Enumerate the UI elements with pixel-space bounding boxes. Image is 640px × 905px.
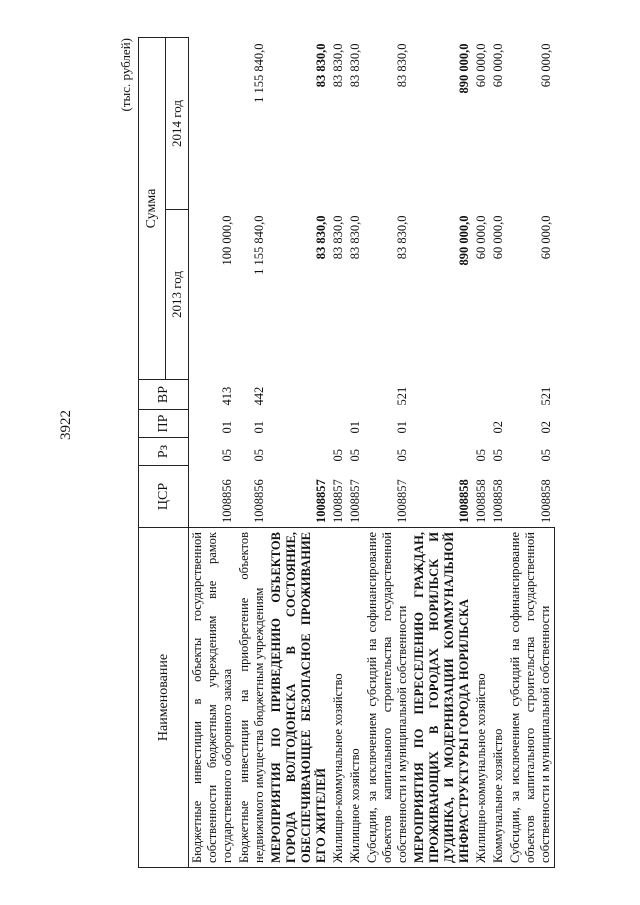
cell-rz <box>268 438 330 466</box>
table-row <box>507 38 555 868</box>
cell-name: МЕРОПРИЯТИЯ ПО ПЕРЕСЕЛЕНИЮ ГРАЖДАН, ПРОЖИВАЮЩИХ В ГОРОДАХ НОРИЛЬСК И ДУДИНКА, И МОДЕРНИЗАЦИИ КОММУНАЛЬНОЙ ИНФРАСТРУКТУРЫ ГОРОДА НОРИЛЬСКА <box>411 528 473 868</box>
cell-csr: 1008857 <box>395 479 409 523</box>
table-row <box>347 38 364 868</box>
cell-sum-2014: 83 830,0 <box>331 43 345 88</box>
table-row <box>473 38 490 868</box>
cell-sum-2014: 83 830,0 <box>348 43 362 88</box>
cell-name: Коммунальное хозяйство <box>490 528 507 868</box>
cell-vr <box>473 380 490 410</box>
cell-sum-2013: 83 830,0 <box>331 215 345 260</box>
cell-rz <box>411 438 473 466</box>
cell-vr <box>347 380 364 410</box>
cell-name: Субсидии, за исключением субсидий на софинансирование объектов капитального строительства государственной собственности и муниципальной собственности <box>507 528 555 868</box>
cell-pr <box>330 410 347 438</box>
cell-csr: 1008856 <box>252 479 266 523</box>
cell-sum-2013: 60 000,0 <box>491 215 505 260</box>
cell-csr: 1008858 <box>491 479 505 523</box>
cell-vr: 521 <box>395 386 409 406</box>
cell-csr: 1008856 <box>220 479 234 523</box>
cell-sum-2014: 60 000,0 <box>538 43 553 88</box>
budget-table-sheet <box>118 38 553 868</box>
header-sum: Сумма <box>139 38 166 380</box>
table-header <box>139 38 189 868</box>
header-csr: ЦСР <box>139 466 189 528</box>
cell-sum-2014: 83 830,0 <box>395 43 409 88</box>
table-row <box>236 38 268 868</box>
cell-sum-2013: 60 000,0 <box>474 215 488 260</box>
cell-csr: 1008857 <box>314 479 328 523</box>
cell-vr <box>411 380 473 410</box>
cell-pr <box>411 410 473 438</box>
cell-pr: 01 <box>252 421 266 434</box>
page-number: 3922 <box>58 410 74 440</box>
cell-rz: 05 <box>395 449 409 462</box>
cell-rz: 05 <box>252 449 266 462</box>
cell-pr <box>268 410 330 438</box>
cell-vr <box>330 380 347 410</box>
cell-name: Бюджетные инвестиции на приобретение объектов недвижимого имущества бюджетным учреждениям <box>236 528 268 868</box>
cell-pr <box>473 410 490 438</box>
table-row <box>330 38 347 868</box>
header-year-2013: 2013 год <box>166 210 189 380</box>
header-name: Наименование <box>139 528 189 868</box>
cell-pr: 01 <box>220 421 234 434</box>
cell-sum-2013: 60 000,0 <box>538 215 553 260</box>
cell-name: Жилищно-коммунальное хозяйство <box>330 528 347 868</box>
cell-name: Жилищно-коммунальное хозяйство <box>473 528 490 868</box>
cell-name: Жилищное хозяйство <box>347 528 364 868</box>
table-row <box>364 38 411 868</box>
cell-pr: 02 <box>491 421 505 434</box>
cell-name: МЕРОПРИЯТИЯ ПО ПРИВЕДЕНИЮ ОБЪЕКТОВ ГОРОДА ВОЛГОДОНСКА В СОСТОЯНИЕ, ОБЕСПЕЧИВАЮЩЕЕ БЕЗОПАСНОЕ ПРОЖИВАНИЕ ЕГО ЖИТЕЛЕЙ <box>268 528 330 868</box>
table-row <box>189 38 237 868</box>
cell-rz: 05 <box>491 449 505 462</box>
cell-sum-2014: 890 000,0 <box>457 43 471 94</box>
cell-sum-2013: 83 830,0 <box>395 215 409 260</box>
cell-sum-2013: 83 830,0 <box>348 215 362 260</box>
cell-rz: 05 <box>220 449 234 462</box>
cell-vr: 413 <box>220 386 234 406</box>
budget-table <box>138 37 555 868</box>
header-vr: ВР <box>139 380 189 410</box>
cell-sum-2014: 60 000,0 <box>491 43 505 88</box>
header-rz: Рз <box>139 438 189 466</box>
cell-csr: 1008858 <box>538 479 553 523</box>
cell-name: Субсидии, за исключением субсидий на софинансирование объектов капитального строительства государственной собственности и муниципальной собственности <box>364 528 411 868</box>
header-year-2014: 2014 год <box>166 38 189 210</box>
cell-csr: 1008858 <box>457 479 471 523</box>
cell-sum-2014 <box>189 38 237 210</box>
cell-sum-2013: 100 000,0 <box>220 215 234 266</box>
cell-csr: 1008857 <box>348 479 362 523</box>
cell-rz: 05 <box>331 449 345 462</box>
cell-vr <box>268 380 330 410</box>
cell-rz: 05 <box>348 449 362 462</box>
cell-vr <box>490 380 507 410</box>
cell-pr: 01 <box>395 421 409 434</box>
cell-sum-2013: 1 155 840,0 <box>252 215 266 275</box>
cell-sum-2014: 1 155 840,0 <box>252 43 266 103</box>
cell-rz: 05 <box>474 449 488 462</box>
cell-csr: 1008857 <box>331 479 345 523</box>
cell-pr: 01 <box>348 421 362 434</box>
cell-pr: 02 <box>538 421 553 434</box>
cell-rz: 05 <box>538 449 553 462</box>
header-pr: ПР <box>139 410 189 438</box>
table-row <box>411 38 473 868</box>
cell-vr: 521 <box>538 386 553 406</box>
cell-sum-2013: 890 000,0 <box>457 215 471 266</box>
unit-note: (тыс. рублей) <box>118 38 133 112</box>
table-row <box>490 38 507 868</box>
cell-sum-2014: 83 830,0 <box>314 43 328 88</box>
table-body <box>189 38 555 868</box>
cell-sum-2014: 60 000,0 <box>474 43 488 88</box>
cell-vr: 442 <box>252 386 266 406</box>
cell-sum-2013: 83 830,0 <box>314 215 328 260</box>
table-row <box>268 38 330 868</box>
cell-csr: 1008858 <box>474 479 488 523</box>
cell-name: Бюджетные инвестиции в объекты государственной собственности бюджетным учреждениям вне рамок государственного оборонного заказа <box>189 528 237 868</box>
